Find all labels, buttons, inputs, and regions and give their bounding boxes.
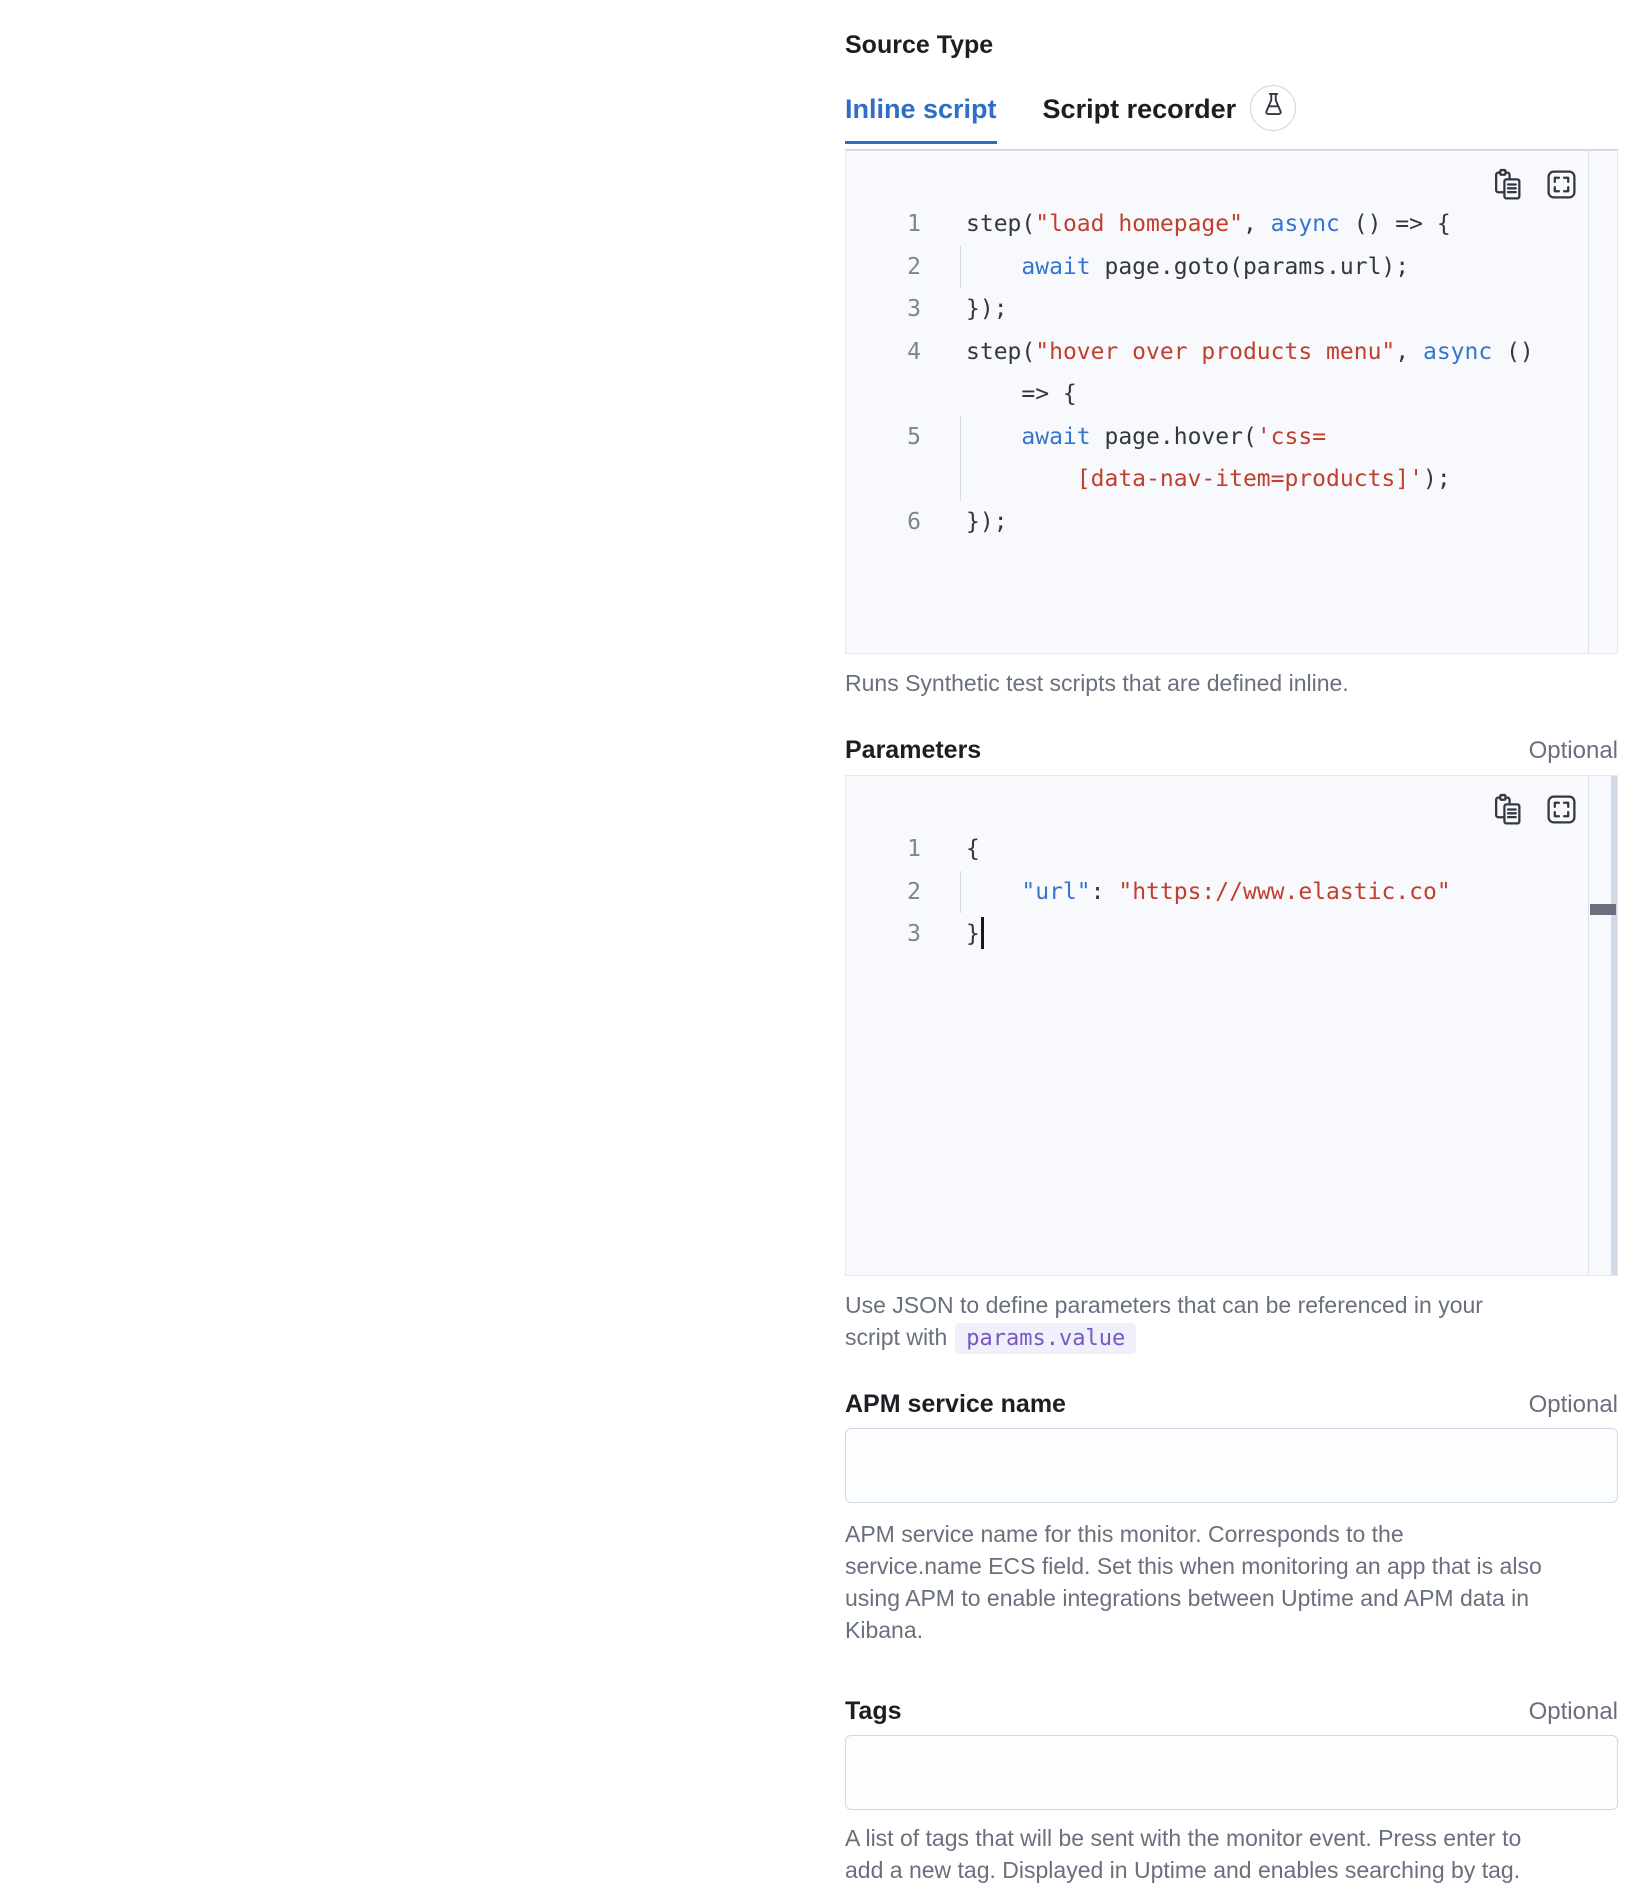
help-line: script with params.value [845, 1321, 1618, 1355]
code-row: => { [846, 373, 1617, 416]
text-cursor [981, 917, 984, 949]
editor-scrollbar-track [1588, 776, 1589, 1275]
code-row: 5 await page.hover('css= [846, 416, 1617, 459]
tags-label: Tags [845, 1697, 902, 1725]
parameters-optional-badge: Optional [1528, 737, 1618, 764]
line-number: 5 [907, 423, 921, 450]
line-number: 3 [907, 296, 921, 322]
help-line: add a new tag. Displayed in Uptime and enables searching by tag. [845, 1857, 1521, 1883]
fullscreen-icon[interactable] [1545, 793, 1578, 826]
tab-script-recorder-label: Script recorder [1042, 94, 1237, 124]
tags-input[interactable] [845, 1735, 1618, 1810]
line-number [846, 458, 921, 501]
line-number: 2 [907, 253, 921, 280]
apm-service-name-label: APM service name [845, 1390, 1066, 1418]
code-row: 1 { [846, 828, 1617, 871]
copy-icon[interactable] [1491, 793, 1524, 826]
help-line: Use JSON to define parameters that can be referenced in your [845, 1292, 1483, 1318]
code-row: 2 await page.goto(params.url); [846, 246, 1617, 289]
beta-badge [1250, 85, 1296, 131]
tab-inline-script[interactable] [845, 92, 997, 142]
code-row: [data-nav-item=products]'); [846, 458, 1617, 501]
code-row: 2 "url": "https://www.elastic.co" [846, 871, 1617, 914]
code-row: 4 step("hover over products menu", async () [846, 331, 1617, 374]
line-number: 3 [907, 921, 921, 947]
fullscreen-icon[interactable] [1545, 168, 1578, 201]
editor-scrollbar-thumb[interactable] [1590, 904, 1616, 915]
inline-script-help: Runs Synthetic test scripts that are defined inline. [845, 670, 1349, 696]
monitor-config-form [845, 0, 1618, 1886]
tags-help [845, 1822, 1618, 1886]
apm-optional-badge: Optional [1528, 1391, 1618, 1418]
code-row: 3 } [846, 913, 1617, 956]
code-row: 6 }); [846, 501, 1617, 544]
editor-toolbar [1491, 793, 1578, 826]
source-type-label: Source Type [845, 31, 994, 59]
beaker-icon [1260, 91, 1287, 125]
parameters-label: Parameters [845, 736, 982, 764]
tags-optional-badge: Optional [1528, 1698, 1618, 1725]
apm-service-name-header [845, 1389, 1618, 1419]
editor-toolbar [1491, 168, 1578, 201]
help-line: Kibana. [845, 1617, 924, 1643]
code-area[interactable] [846, 151, 1617, 543]
copy-icon[interactable] [1491, 168, 1524, 201]
tab-script-recorder[interactable] [1043, 85, 1297, 149]
inline-script-editor[interactable] [845, 151, 1618, 654]
line-number [846, 373, 921, 416]
source-type-tabs [845, 85, 1618, 151]
code-row: 1 step("load homepage", async () => { [846, 203, 1617, 246]
help-line: using APM to enable integrations between Uptime and APM data in [845, 1585, 1530, 1611]
code-row: 3 }); [846, 288, 1617, 331]
tags-header [845, 1696, 1618, 1726]
help-line: A list of tags that will be sent with the monitor event. Press enter to [845, 1825, 1522, 1851]
line-number: 2 [907, 878, 921, 905]
help-line: service.name ECS field. Set this when monitoring an app that is also [845, 1553, 1542, 1579]
apm-service-name-help [845, 1518, 1618, 1646]
parameters-editor[interactable] [845, 775, 1618, 1276]
line-number: 1 [907, 211, 921, 237]
apm-service-name-input[interactable] [845, 1428, 1618, 1503]
line-number: 6 [907, 508, 921, 535]
parameters-header [845, 735, 1618, 765]
editor-scrollbar-track [1588, 151, 1589, 653]
line-number: 1 [907, 836, 921, 862]
line-number: 4 [907, 338, 921, 365]
parameters-help [845, 1289, 1618, 1355]
tab-inline-script-label: Inline script [845, 94, 997, 124]
editor-overview-ruler [1611, 776, 1617, 1275]
params-value-code-chip: params.value [955, 1323, 1136, 1354]
help-line: APM service name for this monitor. Corresponds to the [845, 1521, 1404, 1547]
